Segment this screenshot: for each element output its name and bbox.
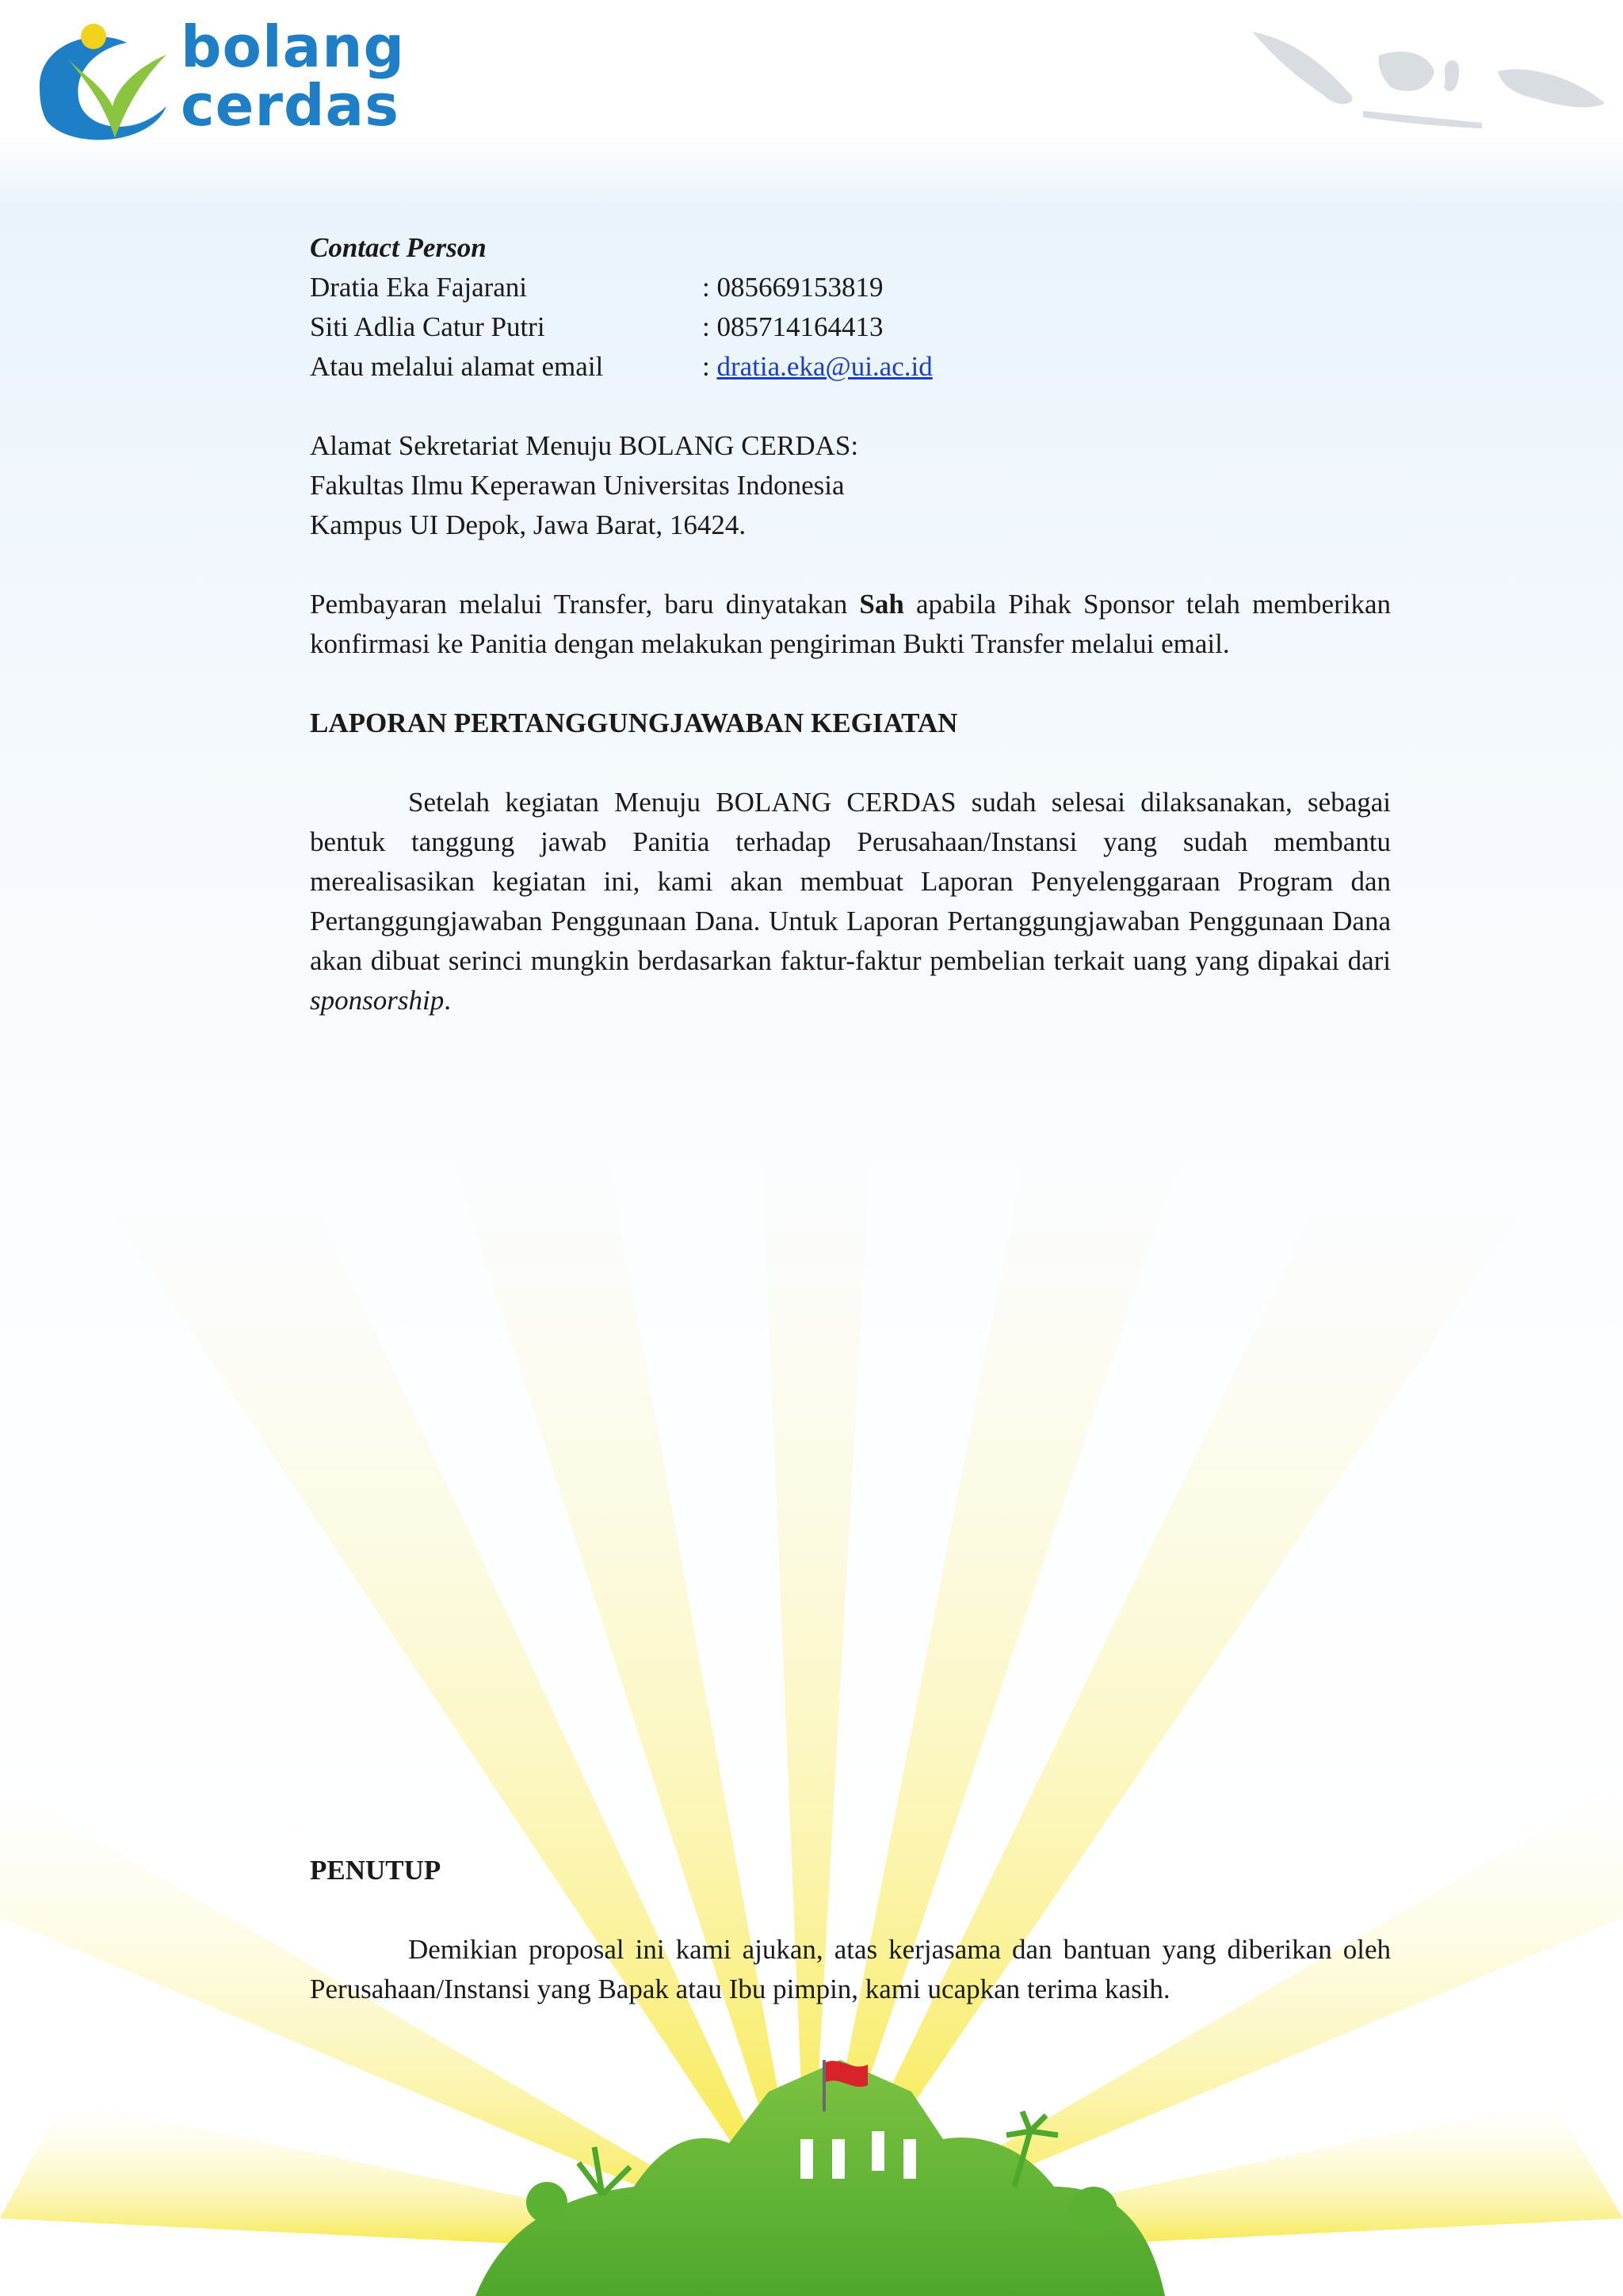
report-text: Setelah kegiatan Menuju BOLANG CERDAS sudah selesai dilaksanakan, sebagai bentuk tanggung jawab Panitia terhadap Perusahaan/Instansi yang sudah membantu merealisasikan kegiatan ini, kami akan membuat Laporan Penyelenggaraan Program dan Pertanggungjawaban Penggunaan Dana. Untuk Laporan Pertanggungjawaban Penggunaan Dana akan dibuat serinci mungkin berdasarkan faktur-faktur pembelian terkait uang yang dipakai dari <box>310 787 1391 976</box>
report-paragraph <box>310 783 1391 1020</box>
address-line: Fakultas Ilmu Keperawan Universitas Indonesia <box>310 470 845 501</box>
contact-separator: : <box>702 351 717 382</box>
closing-section <box>310 1851 1391 2009</box>
hill-village-illustration <box>475 2060 1165 2296</box>
contact-email-label: Atau melalui alamat email <box>310 351 604 382</box>
logo-word-bolang: bolang <box>181 13 406 80</box>
contact-phone: 085714164413 <box>716 311 884 342</box>
report-heading: LAPORAN PERTANGGUNGJAWABAN KEGIATAN <box>310 707 958 738</box>
contact-separator: : <box>702 311 717 342</box>
document-body <box>310 228 1398 1020</box>
report-text: . <box>444 985 451 1016</box>
payment-text: apabila Pihak Sponsor telah memberikan konfirmasi ke Panitia dengan melakukan pengiriman Bukti Transfer melalui email. <box>310 589 1398 659</box>
contact-name: Dratia Eka Fajarani <box>310 272 528 303</box>
contact-name: Siti Adlia Catur Putri <box>310 311 545 342</box>
contact-person-heading: Contact Person <box>310 232 487 263</box>
logo-wordmark <box>181 13 406 139</box>
closing-paragraph: Demikian proposal ini kami ajukan, atas kerjasama dan bantuan yang diberikan oleh Perusahaan/Instansi yang Bapak atau Ibu pimpin, kami ucapkan terima kasih. <box>310 1934 1391 2004</box>
payment-text: Pembayaran melalui Transfer, baru dinyatakan <box>310 589 860 620</box>
contact-separator: : <box>702 272 717 303</box>
report-italic-text: sponsorship <box>310 985 445 1016</box>
address-line: Kampus UI Depok, Jawa Barat, 16424. <box>310 509 747 540</box>
contact-phone: 085669153819 <box>716 272 884 303</box>
logo-word-cerdas: cerdas <box>181 72 399 139</box>
payment-paragraph <box>310 585 1398 664</box>
email-link[interactable]: dratia.eka@ui.ac.id <box>716 351 933 382</box>
closing-heading: PENUTUP <box>310 1855 441 1886</box>
address-line: Alamat Sekretariat Menuju BOLANG CERDAS: <box>310 430 859 461</box>
contact-row <box>310 307 1391 347</box>
contact-row <box>310 268 1391 307</box>
contact-row <box>310 347 1391 387</box>
indonesia-map-decoration <box>1244 16 1609 158</box>
payment-bold-text: Sah <box>859 589 904 620</box>
